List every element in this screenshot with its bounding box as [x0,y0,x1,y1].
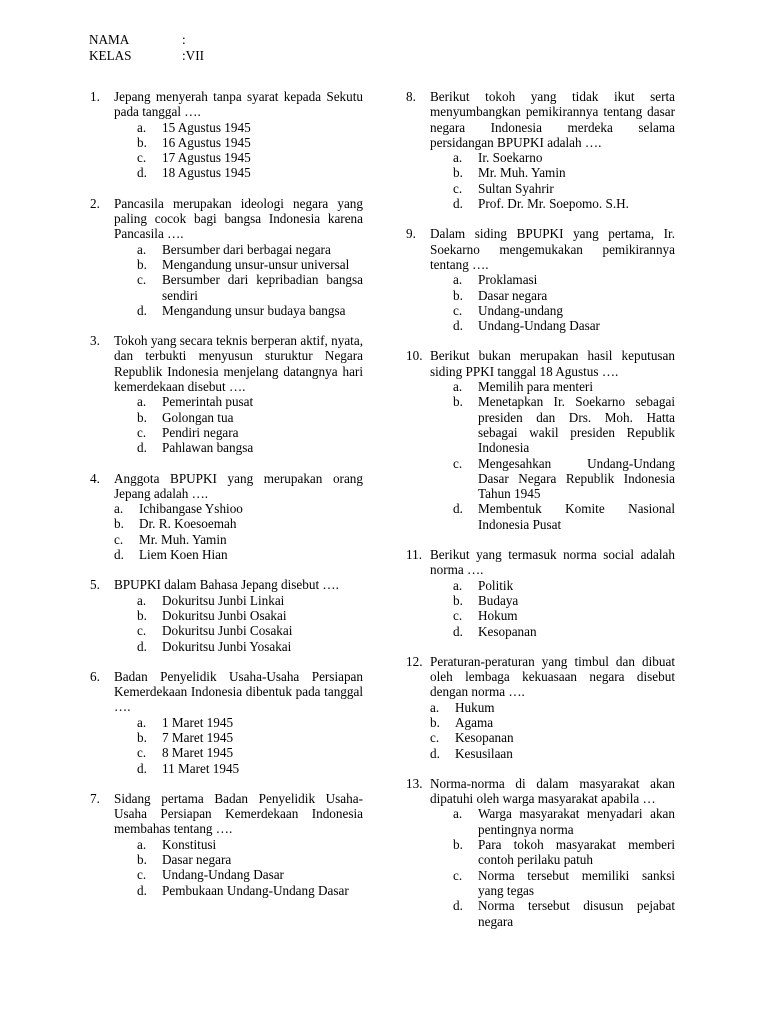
option-text: Hokum [478,608,518,624]
answer-option [406,318,675,333]
option-text: 11 Maret 1945 [162,760,240,776]
option-letter: d. [453,898,463,914]
question-item [406,776,675,929]
answer-option [90,883,363,898]
answer-options [90,242,363,318]
answer-option [406,456,675,502]
option-letter: a. [137,119,147,135]
question-item [90,791,363,898]
option-letter: b. [137,256,147,272]
option-letter: b. [453,592,463,608]
answer-option [406,806,675,837]
answer-option [90,547,363,562]
option-text: Undang-undang [478,302,563,318]
question-text: Berikut yang termasuk norma social adalah norma …. [430,547,675,578]
option-letter: a. [137,836,147,852]
option-text: 7 Maret 1945 [162,729,234,745]
option-letter: a. [137,394,147,410]
question-text: Berikut tokoh yang tidak ikut serta menyumbangkan pemikirannya tentang dasar negara Indonesia merdeka selama persidangan BPUPKI adalah …. [430,89,675,150]
question-text: Anggota BPUPKI yang merupakan orang Jepang adalah …. [114,470,363,501]
question-number: 12. [406,653,423,669]
option-text: Pendiri negara [162,424,239,440]
option-letter: d. [137,440,147,456]
option-text: Para tokoh masyarakat memberi contoh perilaku patuh [478,837,675,868]
answer-option [406,898,675,929]
option-text: Undang-Undang Dasar [162,867,284,883]
option-text: Dasar negara [478,287,548,303]
answer-option [90,272,363,303]
option-text: Dokuritsu Junbi Cosakai [162,623,293,639]
answer-option [90,593,363,608]
question-item [406,348,675,532]
option-letter: c. [137,150,147,166]
question-number: 3. [90,333,100,349]
question-text: Peraturan-peraturan yang timbul dan dibuat oleh lembaga kekuasaan negara disebut dengan norma …. [430,653,675,700]
option-letter: d. [137,760,147,776]
answer-option [406,593,675,608]
answer-option [90,120,363,135]
option-text: Liem Koen Hian [139,547,228,563]
answer-option [90,257,363,272]
option-text: Kesusilaan [455,745,513,761]
option-letter: b. [114,516,124,532]
question-row [406,547,675,578]
question-number: 5. [90,577,100,593]
answer-option [406,700,675,715]
option-text: Warga masyarakat menyadari akan pentingnya norma [478,806,675,837]
option-letter: b. [137,409,147,425]
question-row [406,348,675,379]
question-item [90,577,363,653]
answer-option [90,761,363,776]
option-letter: d. [137,302,147,318]
question-item [406,654,675,761]
right-question-column [406,89,675,944]
question-text: Pancasila merupakan ideologi negara yang paling cocok bagi bangsa Indonesia karena Pancasila …. [114,195,363,242]
answer-options [406,806,675,928]
option-letter: d. [430,745,440,761]
option-letter: a. [453,150,463,166]
option-text: Sultan Syahrir [478,180,554,196]
answer-option [406,379,675,394]
answer-options [406,578,675,639]
option-text: 8 Maret 1945 [162,745,234,761]
question-number: 8. [406,89,416,104]
answer-options [90,837,363,898]
question-row [406,776,675,807]
option-letter: d. [137,165,147,181]
option-letter: d. [137,638,147,654]
option-letter: c. [137,867,147,883]
answer-option [90,165,363,180]
class-value: :VII [182,48,204,63]
answer-option [90,837,363,852]
question-row [90,791,363,837]
option-letter: c. [453,608,463,624]
answer-option [406,868,675,899]
question-row [406,89,675,150]
question-text: Norma-norma di dalam masyarakat akan dipatuhi oleh warga masyarakat apabila … [430,775,675,807]
option-text: Memilih para menteri [478,379,593,395]
option-letter: a. [137,241,147,257]
option-letter: b. [453,394,463,410]
option-text: Undang-Undang Dasar [478,318,600,334]
option-text: Politik [478,577,514,593]
answer-options [90,593,363,654]
option-letter: c. [114,531,124,547]
option-text: Ichibangase Yshioo [139,501,243,517]
class-label: KELAS [89,48,132,63]
option-text: Dokuritsu Junbi Linkai [162,592,285,608]
question-item [90,196,363,318]
question-number: 1. [90,89,100,104]
answer-option [90,730,363,745]
question-row [90,333,363,394]
option-letter: d. [137,882,147,898]
question-text: Sidang pertama Badan Penyelidik Usaha-Usaha Persiapan Kemerdekaan Indonesia membahas tentang …. [114,790,363,837]
option-letter: a. [114,501,124,517]
option-text: Bersumber dari kepribadian bangsa sendiri [162,272,363,303]
option-text: Mr. Muh. Yamin [139,531,227,547]
left-question-column [90,89,363,913]
question-number: 9. [406,226,416,242]
question-row [406,654,675,700]
option-text: Mengandung unsur budaya bangsa [162,302,346,318]
answer-option [90,425,363,440]
answer-option [90,608,363,623]
question-item [90,669,363,776]
question-number: 10. [406,348,423,364]
answer-option [406,837,675,868]
answer-option [90,715,363,730]
option-letter: a. [453,379,463,395]
option-text: Budaya [478,592,519,608]
answer-options [90,501,363,562]
option-letter: a. [137,592,147,608]
option-letter: c. [453,455,463,471]
option-text: Dasar negara [162,852,232,868]
answer-option [90,532,363,547]
answer-option [90,639,363,654]
answer-option [90,150,363,165]
option-text: Hukum [455,699,495,715]
option-letter: b. [137,134,147,150]
answer-options [406,150,675,211]
option-letter: b. [137,729,147,745]
question-row [90,471,363,502]
option-text: 16 Agustus 1945 [162,134,251,150]
option-letter: c. [453,867,463,883]
question-text: Dalam siding BPUPKI yang pertama, Ir. Soekarno mengemukakan pemikirannya tentang …. [430,226,675,272]
option-text: Mengesahkan Undang-Undang Dasar Negara Republik Indonesia Tahun 1945 [478,455,675,502]
option-letter: d. [114,547,124,563]
option-text: Ir. Soekarno [478,150,543,166]
question-number: 11. [406,547,422,563]
answer-option [406,746,675,761]
option-text: Dokuritsu Junbi Osakai [162,607,287,623]
option-text: Prof. Dr. Mr. Soepomo. S.H. [478,196,629,212]
answer-option [90,516,363,531]
answer-option [90,410,363,425]
option-text: Dr. R. Koesoemah [139,516,237,532]
question-text: Badan Penyelidik Usaha-Usaha Persiapan Kemerdekaan Indonesia dibentuk pada tanggal …. [114,668,363,715]
option-letter: b. [137,607,147,623]
question-item [406,547,675,639]
answer-option [90,852,363,867]
option-text: Golongan tua [162,409,234,425]
answer-option [90,745,363,760]
question-row [90,669,363,715]
option-text: 17 Agustus 1945 [162,150,251,166]
question-text: Tokoh yang secara teknis berperan aktif, nyata, dan terbukti menyusun sturuktur Negara Republik Indonesia menjelang datangnya hari kemerdekaan disebut …. [114,333,363,395]
answer-option [406,578,675,593]
name-row [89,32,204,48]
question-item [406,89,675,211]
option-text: Mr. Muh. Yamin [478,165,566,181]
answer-option [406,501,675,532]
option-letter: c. [137,424,147,440]
question-item [90,471,363,563]
option-text: 18 Agustus 1945 [162,165,251,181]
answer-option [406,608,675,623]
question-row [406,226,675,272]
option-text: Norma tersebut memiliki sanksi yang tegas [478,867,675,898]
option-text: Bersumber dari berbagai negara [162,241,331,257]
answer-option [406,730,675,745]
answer-option [90,242,363,257]
answer-option [406,181,675,196]
option-text: 15 Agustus 1945 [162,119,251,135]
answer-options [90,394,363,455]
option-text: Menetapkan Ir. Soekarno sebagai presiden dan Drs. Moh. Hatta sebagai wakil presiden Republik Indonesia [478,394,675,456]
question-row [90,577,363,592]
answer-option [406,165,675,180]
option-letter: d. [453,501,463,517]
option-letter: c. [137,745,147,761]
option-text: 1 Maret 1945 [162,714,234,730]
answer-option [90,440,363,455]
question-row [90,196,363,242]
question-text: Jepang menyerah tanpa syarat kepada Sekutu pada tanggal …. [114,89,363,120]
question-number: 13. [406,775,423,791]
answer-options [406,700,675,761]
name-label: NAMA [89,32,130,47]
option-text: Proklamasi [478,272,538,288]
option-letter: c. [137,272,147,288]
answer-option [406,715,675,730]
option-text: Norma tersebut disusun pejabat negara [478,898,675,929]
question-item [90,89,363,181]
answer-option [406,272,675,287]
option-text: Mengandung unsur-unsur universal [162,256,350,272]
answer-option [90,867,363,882]
answer-option [406,394,675,455]
answer-options [90,120,363,181]
question-number: 4. [90,470,100,486]
answer-options [406,272,675,333]
option-text: Pembukaan Undang-Undang Dasar [162,882,349,898]
option-letter: c. [453,302,463,318]
option-letter: d. [453,623,463,639]
option-letter: a. [453,806,463,822]
answer-option [90,623,363,638]
answer-option [90,135,363,150]
question-number: 7. [90,790,100,806]
option-letter: a. [453,577,463,593]
option-text: Pemerintah pusat [162,394,254,410]
answer-option [406,150,675,165]
option-text: Kesopanan [455,730,514,746]
answer-option [406,288,675,303]
answer-options [90,715,363,776]
option-text: Membentuk Komite Nasional Indonesia Pusat [478,501,675,532]
answer-option [90,303,363,318]
option-letter: c. [137,623,147,639]
option-letter: c. [430,730,440,746]
answer-option [406,624,675,639]
option-letter: a. [430,699,440,715]
option-letter: b. [453,837,463,853]
option-text: Kesopanan [478,623,537,639]
question-row [90,89,363,120]
question-text: Berikut bukan merupakan hasil keputusan siding PPKI tanggal 18 Agustus …. [430,348,675,379]
option-letter: a. [137,714,147,730]
answer-option [406,196,675,211]
class-row [89,48,204,64]
question-text: BPUPKI dalam Bahasa Jepang disebut …. [114,577,339,593]
option-letter: b. [137,852,147,868]
option-letter: d. [453,318,463,334]
option-text: Konstitusi [162,836,217,852]
option-letter: b. [453,287,463,303]
option-text: Pahlawan bangsa [162,440,254,456]
answer-options [406,379,675,532]
option-letter: d. [453,196,463,212]
option-letter: b. [453,165,463,181]
option-letter: b. [430,714,440,730]
question-number: 2. [90,195,100,211]
option-text: Dokuritsu Junbi Yosakai [162,638,292,654]
answer-option [406,303,675,318]
question-item [406,226,675,333]
question-number: 6. [90,668,100,684]
question-item [90,333,363,455]
answer-option [90,394,363,409]
option-text: Agama [455,714,494,730]
answer-option [90,501,363,516]
student-header [89,32,204,64]
option-letter: c. [453,180,463,196]
name-value: : [182,32,186,47]
option-letter: a. [453,272,463,288]
